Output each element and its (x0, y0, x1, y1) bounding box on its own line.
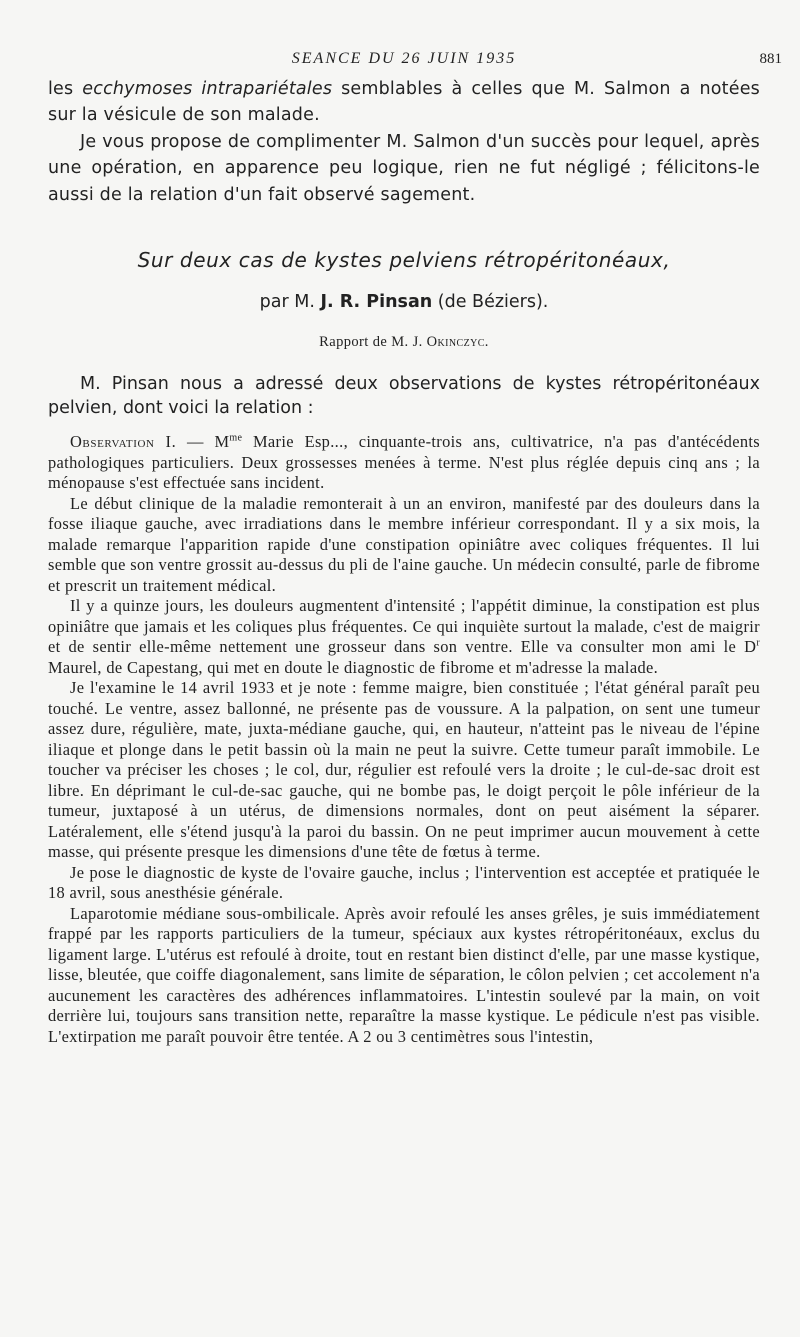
intro-paragraph: M. Pinsan nous a adressé deux observations de kystes rétropéritonéaux pelvien, dont voici la relation : (48, 374, 760, 418)
observation-paragraph-3 (48, 596, 760, 678)
observation-paragraph-4: Je l'examine le 14 avril 1933 et je note : femme maigre, bien constituée ; l'état général paraît peu touché. Le ventre, assez ballonné, ne présente pas de voussure. A la palpation, on sent une tumeur assez dure, régulière, mate, juxta-médiane gauche, qui, en hauteur, n'atteint pas le niveau de l'épine iliaque et plonge dans le petit bassin où la main ne peut la suivre. Cette tumeur paraît immobile. Le toucher va préciser les choses ; le col, dur, régulier est refoulé vers la droite ; le cul-de-sac droit est libre. En déprimant le cul-de-sac gauche, qui ne bombe pas, le doigt perçoit le pôle inférieur de la tumeur, juxtaposé à un utérus, de dimensions normales, dont on peut aisément la séparer. Latéralement, elle s'étend jusqu'à la paroi du bassin. On ne peut imprimer aucun mouvement à cette masse, qui présente presque les dimensions d'une tête de fœtus à terme. (48, 678, 760, 862)
running-head-title: SEANCE DU 26 JUIN 1935 (291, 50, 517, 67)
observation-body (48, 432, 760, 1047)
author-name: J. R. Pinsan (320, 292, 433, 313)
observation-paragraph-2: Le début clinique de la maladie remonterait à un an environ, manifesté par des douleurs dans la fosse iliaque gauche, avec irradiations dans le membre inférieur correspondant. Il y a six mois, la malade remarque l'apparition rapide d'une constipation opiniâtre avec coliques fréquentes. Il lui semble que son ventre grossit au-dessus du pli de l'aine gauche. Un médecin consulté, parle de fibrome et prescrit un traitement médical. (48, 493, 760, 595)
obs-p3-sup: r (756, 637, 760, 649)
article-title: Sur deux cas de kystes pelviens rétropéritonéaux, (137, 248, 671, 273)
report-line (48, 334, 760, 351)
lead-p1-pre: les (48, 79, 83, 99)
lead-text (48, 76, 760, 208)
running-head (48, 50, 782, 76)
obs-p1-a: — M (176, 432, 230, 452)
observation-paragraph-6: Laparotomie médiane sous-ombilicale. Après avoir refoulé les anses grêles, je suis immédiatement frappé par les rapports particuliers de la tumeur, spéciaux aux kystes rétropéritonéaux, exclus du ligament large. L'utérus est refoulé à droite, tout en restant bien distinct d'elle, par une masse kystique, lisse, bleutée, que coiffe diagonalement, sans limite de séparation, le côlon pelvien ; cet accolement n'a aucunement les caractères des adhérences inflammatoires. L'intestin soulevé par la main, on voit derrière lui, toujours sans transition nette, reparaître la masse kystique. Le pédicule n'est pas visible. L'extirpation me paraît pouvoir être tentée. A 2 ou 3 centimètres sous l'intestin, (48, 903, 760, 1046)
article-byline (48, 292, 760, 312)
byline-post: (de Béziers). (432, 292, 549, 313)
report-post: . (484, 334, 489, 351)
obs-p1-sup: me (229, 432, 243, 444)
lead-paragraph-2: Je vous propose de complimenter M. Salmon d'un succès pour lequel, après une opération, en apparence peu logique, rien ne fut négligé ; félicitons-le aussi de la relation d'un fait observé sagement. (48, 131, 760, 205)
obs-p3-b: Maurel, de Capestang, qui met en doute le diagnostic de fibrome et m'adresse la malade. (48, 657, 659, 677)
lead-paragraph-1 (48, 76, 760, 129)
obs-p1-b: Marie Esp..., cinquante-trois ans, cultivatrice, n'a pas d'antécédents pathologiques particuliers. Deux grossesses menées à terme. N'est plus réglée depuis cinq ans ; la ménopause s'est effectuée sans incident. (48, 432, 761, 493)
reporter-name: Okinczyc (426, 334, 485, 351)
lead-p1-post: semblables à celles que M. Salmon a notées sur la vésicule de son malade. (48, 79, 760, 126)
observation-paragraph-1 (48, 432, 760, 494)
page-number: 881 (759, 51, 782, 67)
document-page (48, 50, 782, 1047)
lead-p1-italic: ecchymoses intrapariétales (82, 79, 333, 99)
byline-pre: par M. (259, 292, 321, 313)
report-pre: Rapport de M. J. (319, 334, 427, 351)
obs-p3-a: Il y a quinze jours, les douleurs augmentent d'intensité ; l'appétit diminue, la constipation est plus opiniâtre que jamais et les coliques plus fréquentes. Ce qui inquiète surtout la malade, c'est de maigrir et de sentir elle-même nettement une grosseur dans son ventre. Elle va consulter mon ami le D (48, 596, 760, 657)
observation-paragraph-5: Je pose le diagnostic de kyste de l'ovaire gauche, inclus ; l'intervention est acceptée et pratiquée le 18 avril, sous anesthésie générale. (48, 862, 760, 903)
article-intro (48, 373, 760, 420)
observation-heading: Observation I. (70, 432, 177, 452)
